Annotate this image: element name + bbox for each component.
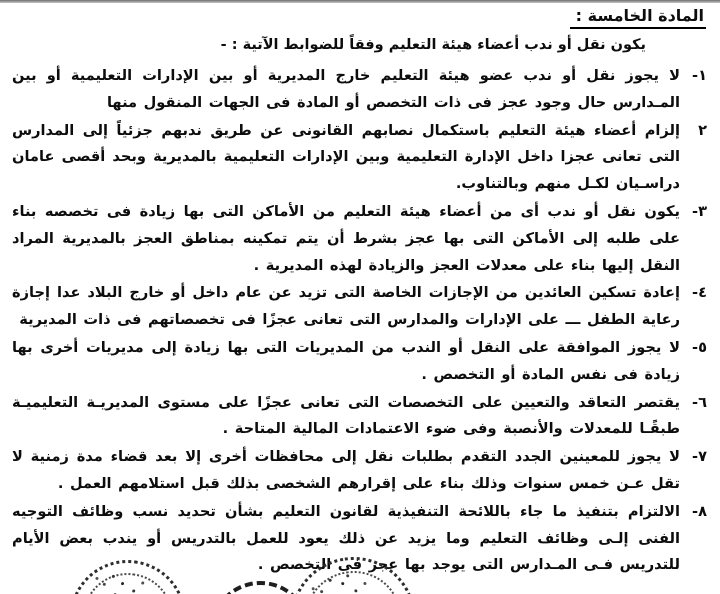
page-title: المادة الخامسة : (570, 6, 706, 29)
item-text: لا يجوز نقل أو ندب عضو هيئة التعليم خارج المديرية أو بين الإدارات التعليمية أو بين المـدارس حال وجود عجز فى ذات التخصص أو المادة فى الجهات المنقول منها (12, 67, 680, 111)
item-text: إعادة تسكين العائدين من الإجازات الخاصة التى تزيد عن عام داخل أو خارج البلاد عدا إجازة رعاية الطفل ـــ على الإدارات والمدارس التى تعانى عجزًا فى تخصصاتهم فى ذات المديرية (12, 284, 680, 329)
item-text: إلزام أعضاء هيئة التعليم باستكمال نصابهم القانونى عن طريق ندبهم جزئياً إلى المدارس التى تعانى عجزا داخل الإدارة التعليمية وبين الإدارات التعليمية بالمديرية وبحد أقصى عامان دراسـيان لكـل منهم وبالتناوب. (12, 121, 680, 193)
clause-list (12, 63, 707, 580)
list-item (12, 390, 707, 444)
item-text: الالتزام بتنفيذ ما جاء باللائحة التنفيذية لقانون التعليم بشأن تحديد نسب وظائف التوجيه الفنى إلـى وظائف التعليم وما يزيد عن ذلك يعود للعمل بالتدريس أو يندب بعض الأيام للتدريس فـى المـدارس التى يوجد بها عجز فى التخصص . (12, 502, 680, 574)
item-text: يقتصر التعاقد والتعيين على التخصصات التى تعانى عجزًا على مستوى المديريـة التعليميـة طبقًـا للمعدلات والأنصبة وفى ضوء الاعتمادات المالية المتاحة . (12, 393, 680, 438)
list-item (12, 280, 707, 334)
item-number: ٨- (692, 502, 707, 520)
item-number: ٦- (692, 393, 707, 411)
intro-line: يكون نقل أو ندب أعضاء هيئة التعليم وفقاً للضوابط الآتية : - (220, 37, 646, 53)
item-number: ٤- (692, 284, 707, 302)
item-text: لا يجوز للمعينين الجدد التقدم بطلبات نقل إلى محافظات أخرى إلا بعد قضاء مدة زمنية لا تقل عـن خمس سنوات وذلك بناء على إقرارهم الشخصى بذلك قبل استلامهم العمل . (12, 448, 680, 492)
item-number: ٢ (698, 121, 707, 139)
list-item (12, 199, 707, 279)
scan-edge-line (0, 0, 720, 3)
list-item (12, 335, 707, 389)
round-stamp-impression (209, 578, 311, 594)
list-item (12, 118, 707, 198)
item-number: ٥- (692, 338, 707, 356)
item-number: ١- (692, 67, 707, 84)
list-item (12, 63, 707, 117)
item-number: ٧- (692, 448, 707, 466)
list-item (12, 444, 707, 498)
item-number: ٣- (692, 202, 707, 220)
list-item (12, 499, 707, 579)
item-text: يكون نقل أو ندب أى من أعضاء هيئة التعليم من الأماكن التى بها زيادة فى تخصصه بناء على طلبه إلى الأماكن التى بها عجز بشرط أن يتم تمكينه بمناطق العجز بالمديرية المراد النقل إليها بناء على معدلات العجز والزيادة لهذه المديرية . (12, 202, 680, 274)
item-text: لا يجوز الموافقة على النقل أو الندب من المديريات التى بها زيادة إلى مديريات أخرى بها زيادة فى نفس المادة أو التخصص . (12, 338, 680, 383)
